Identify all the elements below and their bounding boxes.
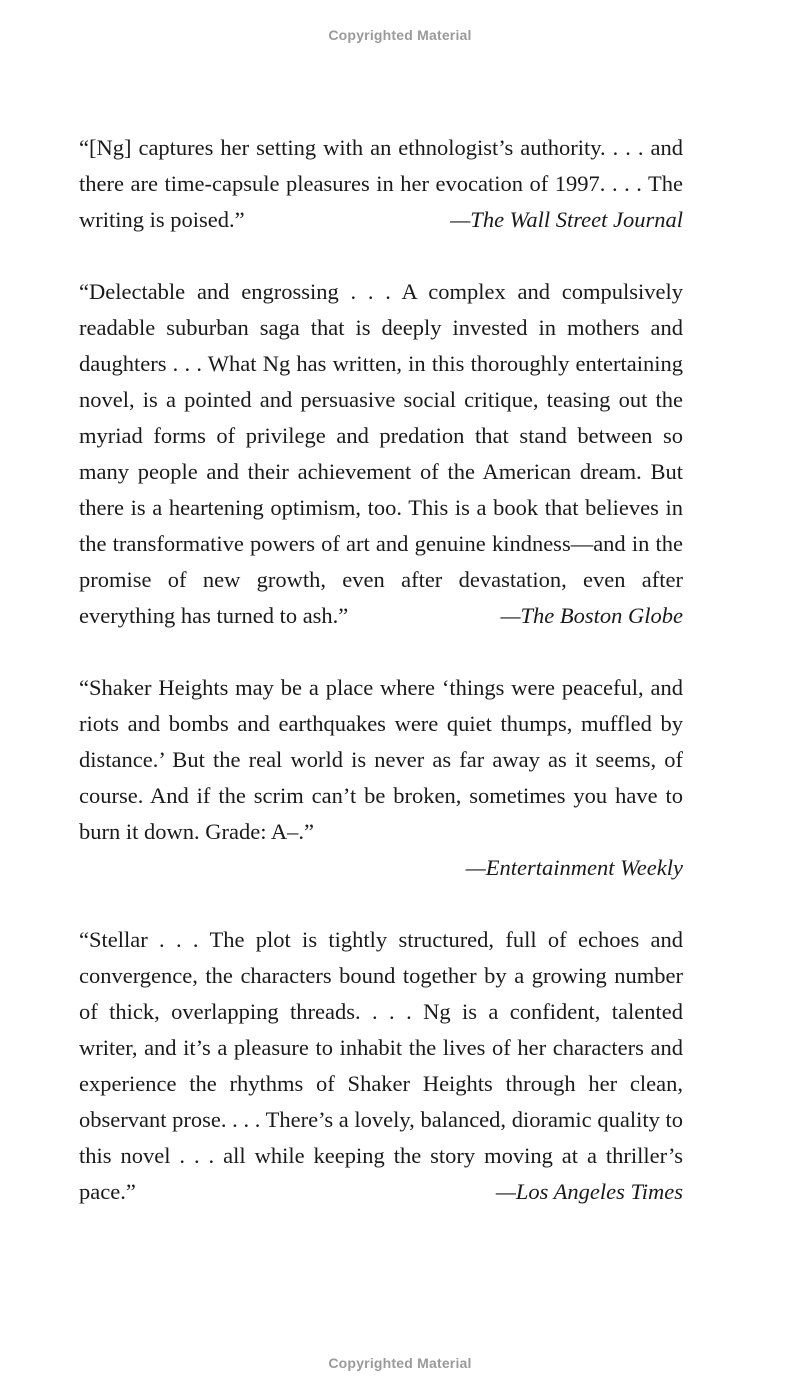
copyright-watermark-top: Copyrighted Material (328, 27, 472, 43)
praise-page (79, 130, 683, 1210)
review-blurb-boston-globe (79, 274, 683, 634)
review-attribution: —Los Angeles Times (495, 1179, 683, 1204)
review-attribution: —The Boston Globe (500, 603, 683, 628)
review-blurb-la-times (79, 922, 683, 1210)
review-blurb-wsj (79, 130, 683, 238)
copyright-watermark-bottom: Copyrighted Material (328, 1355, 472, 1371)
review-quote: “Delectable and engrossing . . . A complex and compulsively readable suburban saga that is deeply invested in mothers and daughters . . . What Ng has written, in this thoroughly entertaining novel, is a pointed and persuasive social critique, teasing out the myriad forms of privilege and predation that stand between so many people and their achievement of the American dream. But there is a heartening optimism, too. This is a book that believes in the transformative powers of art and genuine kindness—and in the promise of new growth, even after devastation, even after everything has turned to ash.” (79, 279, 683, 628)
review-attribution: —Entertainment Weekly (465, 855, 683, 880)
review-quote: “[Ng] captures her setting with an ethnologist’s authority. . . . and there are time-capsule pleasures in her evocation of 1997. . . . The writing is poised.” (79, 135, 683, 232)
review-quote: “Stellar . . . The plot is tightly structured, full of echoes and convergence, the characters bound together by a growing number of thick, overlapping threads. . . . Ng is a confident, talented writer, and it’s a pleasure to inhabit the lives of her characters and experience the rhythms of Shaker Heights through her clean, observant prose. . . . There’s a lovely, balanced, dioramic quality to this novel . . . all while keeping the story moving at a thriller’s pace.” (79, 927, 683, 1204)
review-blurb-entertainment-weekly (79, 670, 683, 886)
review-attribution: —The Wall Street Journal (450, 207, 683, 232)
review-quote: “Shaker Heights may be a place where ‘things were peaceful, and riots and bombs and earthquakes were quiet thumps, muffled by distance.’ But the real world is never as far away as it seems, of course. And if the scrim can’t be broken, sometimes you have to burn it down. Grade: A–.” (79, 675, 683, 844)
